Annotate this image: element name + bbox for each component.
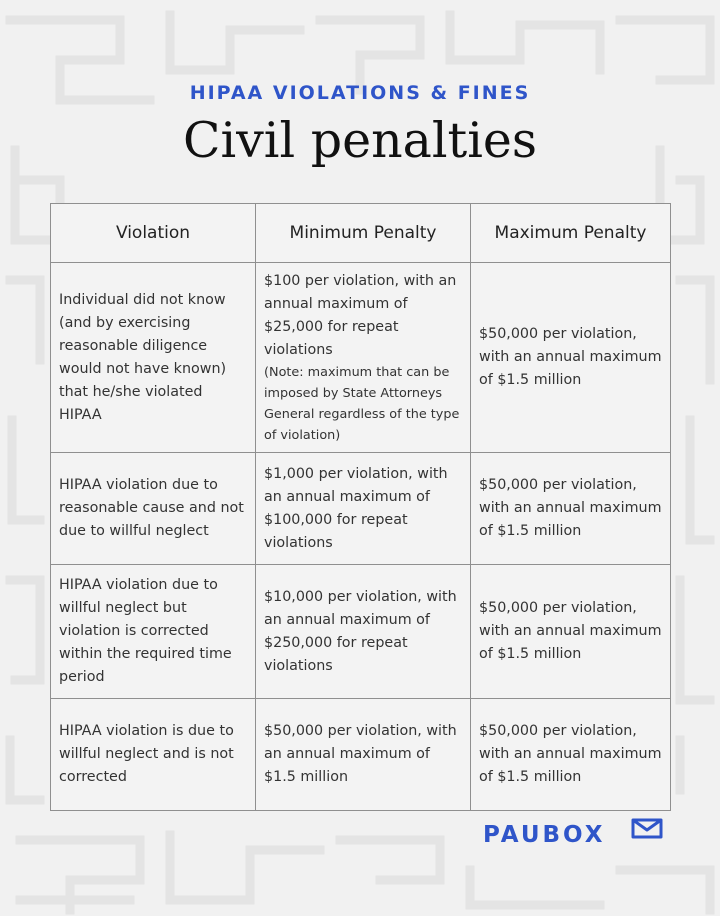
maximum-penalty-cell: $50,000 per violation, with an annual maximum of $1.5 million bbox=[471, 565, 671, 699]
maximum-penalty-cell: $50,000 per violation, with an annual maximum of $1.5 million bbox=[471, 699, 671, 811]
maximum-penalty-cell: $50,000 per violation, with an annual maximum of $1.5 million bbox=[471, 453, 671, 565]
column-header-maximum-penalty: Maximum Penalty bbox=[471, 204, 671, 263]
table-row bbox=[51, 453, 671, 565]
page-kicker: HIPAA VIOLATIONS & FINES bbox=[189, 82, 531, 104]
violation-cell: HIPAA violation due to willful neglect but violation is corrected within the required time period bbox=[51, 565, 256, 699]
minimum-penalty-cell: $1,000 per violation, with an annual maximum of $100,000 for repeat violations bbox=[256, 453, 471, 565]
minimum-penalty-cell: $10,000 per violation, with an annual maximum of $250,000 for repeat violations bbox=[256, 565, 471, 699]
violation-cell: Individual did not know (and by exercising reasonable diligence would not have known) that he/she violated HIPAA bbox=[51, 263, 256, 453]
minimum-penalty-text: $100 per violation, with an annual maximum of $25,000 for repeat violations bbox=[264, 272, 457, 358]
table-row bbox=[51, 263, 671, 453]
violation-cell: HIPAA violation is due to willful neglect and is not corrected bbox=[51, 699, 256, 811]
minimum-penalty-note: (Note: maximum that can be imposed by State Attorneys General regardless of the type of violation) bbox=[264, 364, 460, 443]
table-row bbox=[51, 699, 671, 811]
violation-cell: HIPAA violation due to reasonable cause and not due to willful neglect bbox=[51, 453, 256, 565]
minimum-penalty-cell bbox=[256, 263, 471, 453]
envelope-icon bbox=[630, 814, 664, 840]
column-header-minimum-penalty: Minimum Penalty bbox=[256, 204, 471, 263]
penalties-table bbox=[50, 203, 671, 811]
paubox-logo-text: PAUBOX bbox=[483, 822, 606, 848]
table-row bbox=[51, 565, 671, 699]
minimum-penalty-cell: $50,000 per violation, with an annual maximum of $1.5 million bbox=[256, 699, 471, 811]
table-header-row bbox=[51, 204, 671, 263]
maximum-penalty-cell: $50,000 per violation, with an annual maximum of $1.5 million bbox=[471, 263, 671, 453]
column-header-violation: Violation bbox=[51, 204, 256, 263]
page-title: Civil penalties bbox=[182, 112, 538, 169]
